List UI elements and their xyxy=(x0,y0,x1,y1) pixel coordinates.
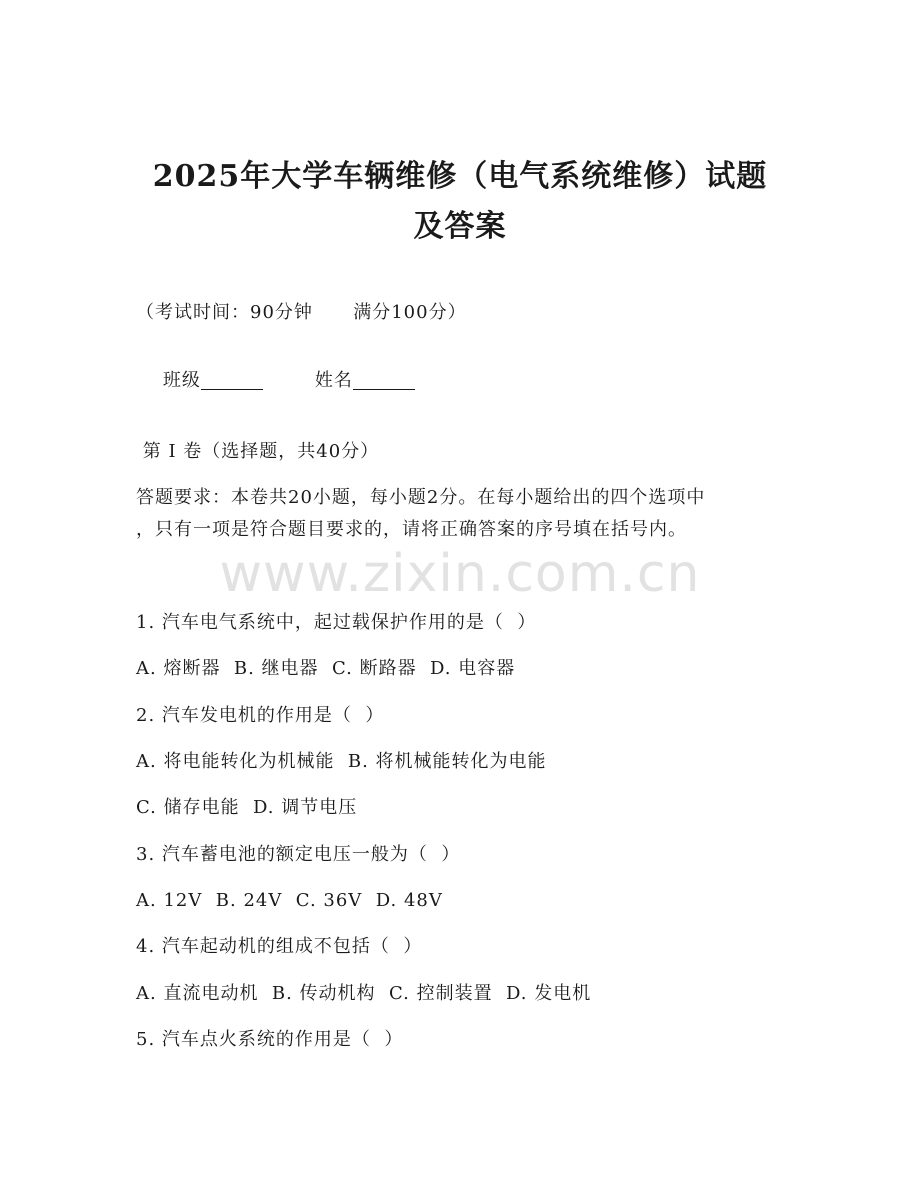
question-1-stem: 1. 汽车电气系统中，起过载保护作用的是（ ） xyxy=(136,612,537,633)
name-blank xyxy=(353,371,415,390)
question-4-options: A. 直流电动机 B. 传动机构 C. 控制装置 D. 发电机 xyxy=(136,983,592,1004)
question-2-options-line-2: C. 储存电能 D. 调节电压 xyxy=(136,797,358,818)
name-label: 姓名 xyxy=(314,370,353,391)
instructions-line-1: 答题要求：本卷共20小题，每小题2分。在每小题给出的四个选项中 xyxy=(136,487,706,508)
question-3-options: A. 12V B. 24V C. 36V D. 48V xyxy=(136,890,443,911)
exam-info: （考试时间：90分钟 满分100分） xyxy=(136,302,467,323)
instructions-line-2: ，只有一项是符合题目要求的，请将正确答案的序号填在括号内。 xyxy=(136,519,687,540)
question-2-options-line-1: A. 将电能转化为机械能 B. 将机械能转化为电能 xyxy=(136,751,547,772)
question-4-stem: 4. 汽车起动机的组成不包括（ ） xyxy=(136,936,423,957)
document-title-line-1: 2025年大学车辆维修（电气系统维修）试题 xyxy=(152,159,768,194)
watermark: www.zixin.com.cn xyxy=(219,544,701,604)
document-title-line-2: 及答案 xyxy=(413,209,507,244)
class-blank xyxy=(201,371,263,390)
class-label: 班级 xyxy=(162,370,201,391)
section-heading: 第 I 卷（选择题，共40分） xyxy=(136,441,380,462)
question-5-stem: 5. 汽车点火系统的作用是（ ） xyxy=(136,1029,404,1050)
student-info-row xyxy=(136,353,415,408)
question-3-stem: 3. 汽车蓄电池的额定电压一般为（ ） xyxy=(136,844,461,865)
question-2-stem: 2. 汽车发电机的作用是（ ） xyxy=(136,705,385,726)
question-1-options: A. 熔断器 B. 继电器 C. 断路器 D. 电容器 xyxy=(136,658,516,679)
